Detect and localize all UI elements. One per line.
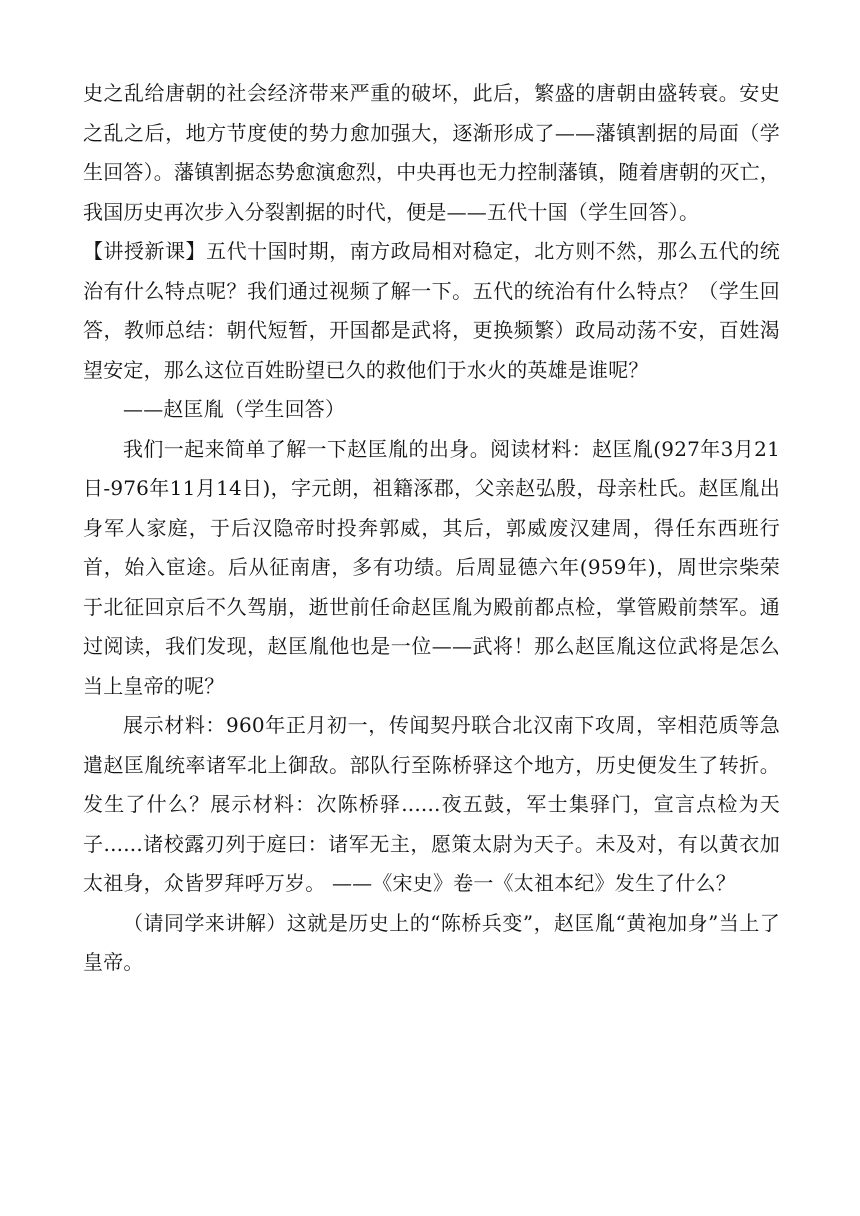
paragraph-chenqiao-mutiny: （请同学来讲解）这就是历史上的“陈桥兵变”，赵匡胤“黄袍加身”当上了皇帝。 (83, 910, 780, 974)
paragraph-zhao-kuangyin-answer: ——赵匡胤（学生回答） (123, 397, 346, 421)
section-label-new-lesson: 【讲授新课】 (83, 239, 207, 263)
paragraph-zhao-background: 我们一起来简单了解一下赵匡胤的出身。阅读材料：赵匡胤(927年3月21日-976年11月14日)，字元朗，祖籍涿郡，父亲赵弘殷，母亲杜氏。赵匡胤出身军人家庭，于后汉隐帝时投奔郭威，其后，郭威废汉建周，得任东西班行首，始入宦途。后从征南唐，多有功绩。后周显德六年(959年)，周世宗柴荣于北征回京后不久驾崩，逝世前任命赵匡胤为殿前都点检，掌管殿前禁军。通过阅读，我们发现，赵匡胤他也是一位——武将！那么赵匡胤这位武将是怎么当上皇帝的呢？ (83, 436, 780, 698)
document-page (83, 74, 780, 983)
paragraph-new-lesson (83, 232, 780, 390)
paragraph-new-lesson-text: 五代十国时期，南方政局相对稳定，北方则不然，那么五代的统治有什么特点呢？我们通过视频了解一下。五代的统治有什么特点？（学生回答，教师总结：朝代短暂，开国都是武将，更换频繁）政局动荡不安，百姓渴望安定，那么这位百姓盼望已久的救他们于水火的英雄是谁呢？ (83, 239, 780, 382)
paragraph-chenqiao-material: 展示材料：960年正月初一，传闻契丹联合北汉南下攻周，宰相范质等急遣赵匡胤统率诸军北上御敌。部队行至陈桥驿这个地方，历史便发生了转折。发生了什么？展示材料：次陈桥驿......夜五鼓，军士集驿门，宣言点检为天子......诸校露刃列于庭曰：诸军无主，愿策太尉为天子。未及对，有以黄衣加太祖身，众皆罗拜呼万岁。 ——《宋史》卷一《太祖本纪》发生了什么？ (83, 713, 780, 895)
paragraph-an-shi-aftermath: 史之乱给唐朝的社会经济带来严重的破坏，此后，繁盛的唐朝由盛转衰。安史之乱之后，地方节度使的势力愈加强大，逐渐形成了——藩镇割据的局面（学生回答）。藩镇割据态势愈演愈烈，中央再也无力控制藩镇，随着唐朝的灭亡，我国历史再次步入分裂割据的时代，便是——五代十国（学生回答）。 (83, 81, 780, 224)
